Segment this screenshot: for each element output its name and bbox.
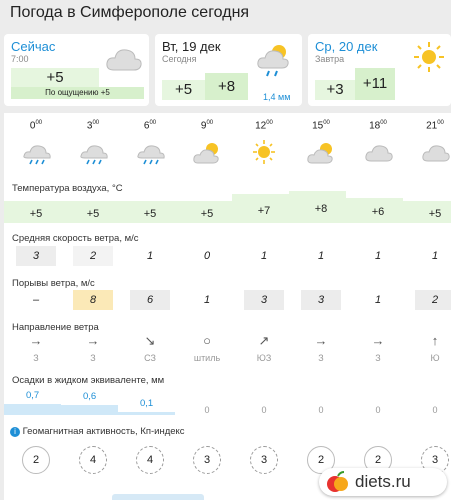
wind-value: 3 xyxy=(32,250,40,262)
tomorrow-title: Ср, 20 дек xyxy=(315,39,378,54)
gust-section-label: Порывы ветра, м/с xyxy=(12,278,95,289)
today-temp-max: +8 xyxy=(205,73,248,100)
wind-direction-arrow-icon: ↑ xyxy=(431,333,439,348)
cloud-icon xyxy=(104,44,144,74)
precip-section-label: Осадки в жидком эквиваленте, мм xyxy=(12,375,165,386)
gust-value: 3 xyxy=(317,294,325,306)
hour-label: $6^{00}$ xyxy=(143,120,157,132)
wind-direction-label: ЮЗ xyxy=(256,353,272,363)
wind-direction-label: штиль xyxy=(193,353,221,363)
precip-value: 0 xyxy=(261,405,267,415)
wind-direction-arrow-icon: → xyxy=(314,333,328,348)
gust-value: 3 xyxy=(260,294,268,306)
precip-bar xyxy=(4,404,61,415)
temp-value: +7 xyxy=(257,204,271,217)
wind-value: 2 xyxy=(89,250,97,262)
tomorrow-temp-min: +3 xyxy=(315,80,355,100)
precip-value: 0,1 xyxy=(140,398,154,409)
precip-bar xyxy=(61,405,118,415)
geo-label-text: Геомагнитная активность, Кп-индекс xyxy=(22,426,185,437)
wind-value: 1 xyxy=(260,250,268,262)
now-card[interactable] xyxy=(4,34,149,106)
gust-value: 1 xyxy=(203,294,211,306)
diets-badge[interactable] xyxy=(319,468,447,496)
hourly-panel xyxy=(4,113,451,500)
temp-section-label: Температура воздуха, °C xyxy=(12,183,123,194)
brand-text: diets.ru xyxy=(355,472,411,491)
wind-value: 1 xyxy=(317,250,325,262)
temp-value: +6 xyxy=(371,206,385,219)
wind-direction-label: З xyxy=(375,353,381,363)
today-title: Вт, 19 дек xyxy=(162,39,221,54)
page-title: Погода в Симферополе сегодня xyxy=(10,4,250,21)
hour-label: $15^{00}$ xyxy=(312,120,330,132)
geo-index: 3 xyxy=(250,446,278,474)
precip-value: 0 xyxy=(204,405,210,415)
now-title: Сейчас xyxy=(11,39,56,54)
hour-label: $12^{00}$ xyxy=(255,120,273,132)
wind-direction-arrow-icon: → xyxy=(29,333,43,348)
direction-section-label: Направление ветра xyxy=(12,322,99,333)
now-temp: +5 xyxy=(11,68,99,87)
geo-index: 2 xyxy=(307,446,335,474)
info-icon[interactable]: i xyxy=(10,427,20,437)
precip-value: 0,6 xyxy=(83,391,97,403)
geo-index: 4 xyxy=(79,446,107,474)
temp-value: +5 xyxy=(29,208,43,220)
temp-value: +5 xyxy=(200,208,214,220)
wind-section-label: Средняя скорость ветра, м/с xyxy=(12,233,139,244)
gust-value: 2 xyxy=(431,294,439,306)
now-time: 7:00 xyxy=(11,54,29,64)
tomorrow-card[interactable] xyxy=(308,34,451,106)
wind-direction-label: З xyxy=(33,353,39,363)
wind-direction-label: СЗ xyxy=(144,353,156,363)
hour-label: $18^{00}$ xyxy=(369,120,387,132)
geo-index: 4 xyxy=(136,446,164,474)
gust-value: 1 xyxy=(374,294,382,306)
wind-direction-label: З xyxy=(90,353,96,363)
hour-label: $21^{00}$ xyxy=(426,120,444,132)
gust-value: 8 xyxy=(89,294,97,306)
now-feels: По ощущению +5 xyxy=(11,87,144,99)
today-precip: 1,4 мм xyxy=(263,92,291,102)
cloud-rain-icon xyxy=(78,139,108,165)
wind-value: 0 xyxy=(203,250,211,262)
sun-icon xyxy=(249,139,279,165)
wind-value: 1 xyxy=(374,250,382,262)
apple-icon xyxy=(325,471,351,493)
wind-direction-arrow-icon: ○ xyxy=(203,333,211,348)
gust-value: – xyxy=(32,294,40,306)
sun-cloud-icon xyxy=(306,139,336,165)
wind-direction-arrow-icon: → xyxy=(86,333,100,348)
wind-direction-arrow-icon: → xyxy=(371,333,385,348)
bottom-tab-right[interactable] xyxy=(112,494,204,500)
precip-value: 0 xyxy=(432,405,438,415)
wind-direction-arrow-icon: ↘ xyxy=(144,333,156,348)
temp-value: +5 xyxy=(143,208,157,220)
sun-cloud-rain-icon xyxy=(255,40,295,80)
cloud-icon xyxy=(363,139,393,165)
sun-icon xyxy=(412,40,446,74)
geo-section-label xyxy=(10,426,185,437)
today-card[interactable] xyxy=(155,34,302,106)
wind-direction-label: З xyxy=(318,353,324,363)
hour-label: $9^{00}$ xyxy=(200,120,214,132)
precip-value: 0 xyxy=(375,405,381,415)
wind-direction-arrow-icon: ↗ xyxy=(258,333,270,348)
tomorrow-sub: Завтра xyxy=(315,54,345,64)
precip-value: 0 xyxy=(318,405,324,415)
gust-value: 6 xyxy=(146,294,154,306)
geo-index: 2 xyxy=(364,446,392,474)
temp-value: +8 xyxy=(314,202,328,215)
today-temp-min: +5 xyxy=(162,80,205,100)
today-sub: Сегодня xyxy=(162,54,197,64)
cloud-rain-icon xyxy=(135,139,165,165)
bottom-tab-left[interactable] xyxy=(10,494,100,500)
wind-direction-label: Ю xyxy=(430,353,440,363)
cloud-rain-icon xyxy=(21,139,51,165)
precip-bar xyxy=(118,412,175,415)
precip-value: 0,7 xyxy=(26,389,40,401)
tomorrow-temp-max: +11 xyxy=(355,68,395,100)
hour-label: $0^{00}$ xyxy=(29,120,43,132)
geo-index: 3 xyxy=(421,446,449,474)
wind-value: 1 xyxy=(431,250,439,262)
hour-label: $3^{00}$ xyxy=(86,120,100,132)
sun-cloud-icon xyxy=(192,139,222,165)
geo-index: 3 xyxy=(193,446,221,474)
wind-value: 1 xyxy=(146,250,154,262)
cloud-icon xyxy=(420,139,450,165)
geo-index: 2 xyxy=(22,446,50,474)
temp-value: +5 xyxy=(428,208,442,220)
temp-value: +5 xyxy=(86,208,100,220)
